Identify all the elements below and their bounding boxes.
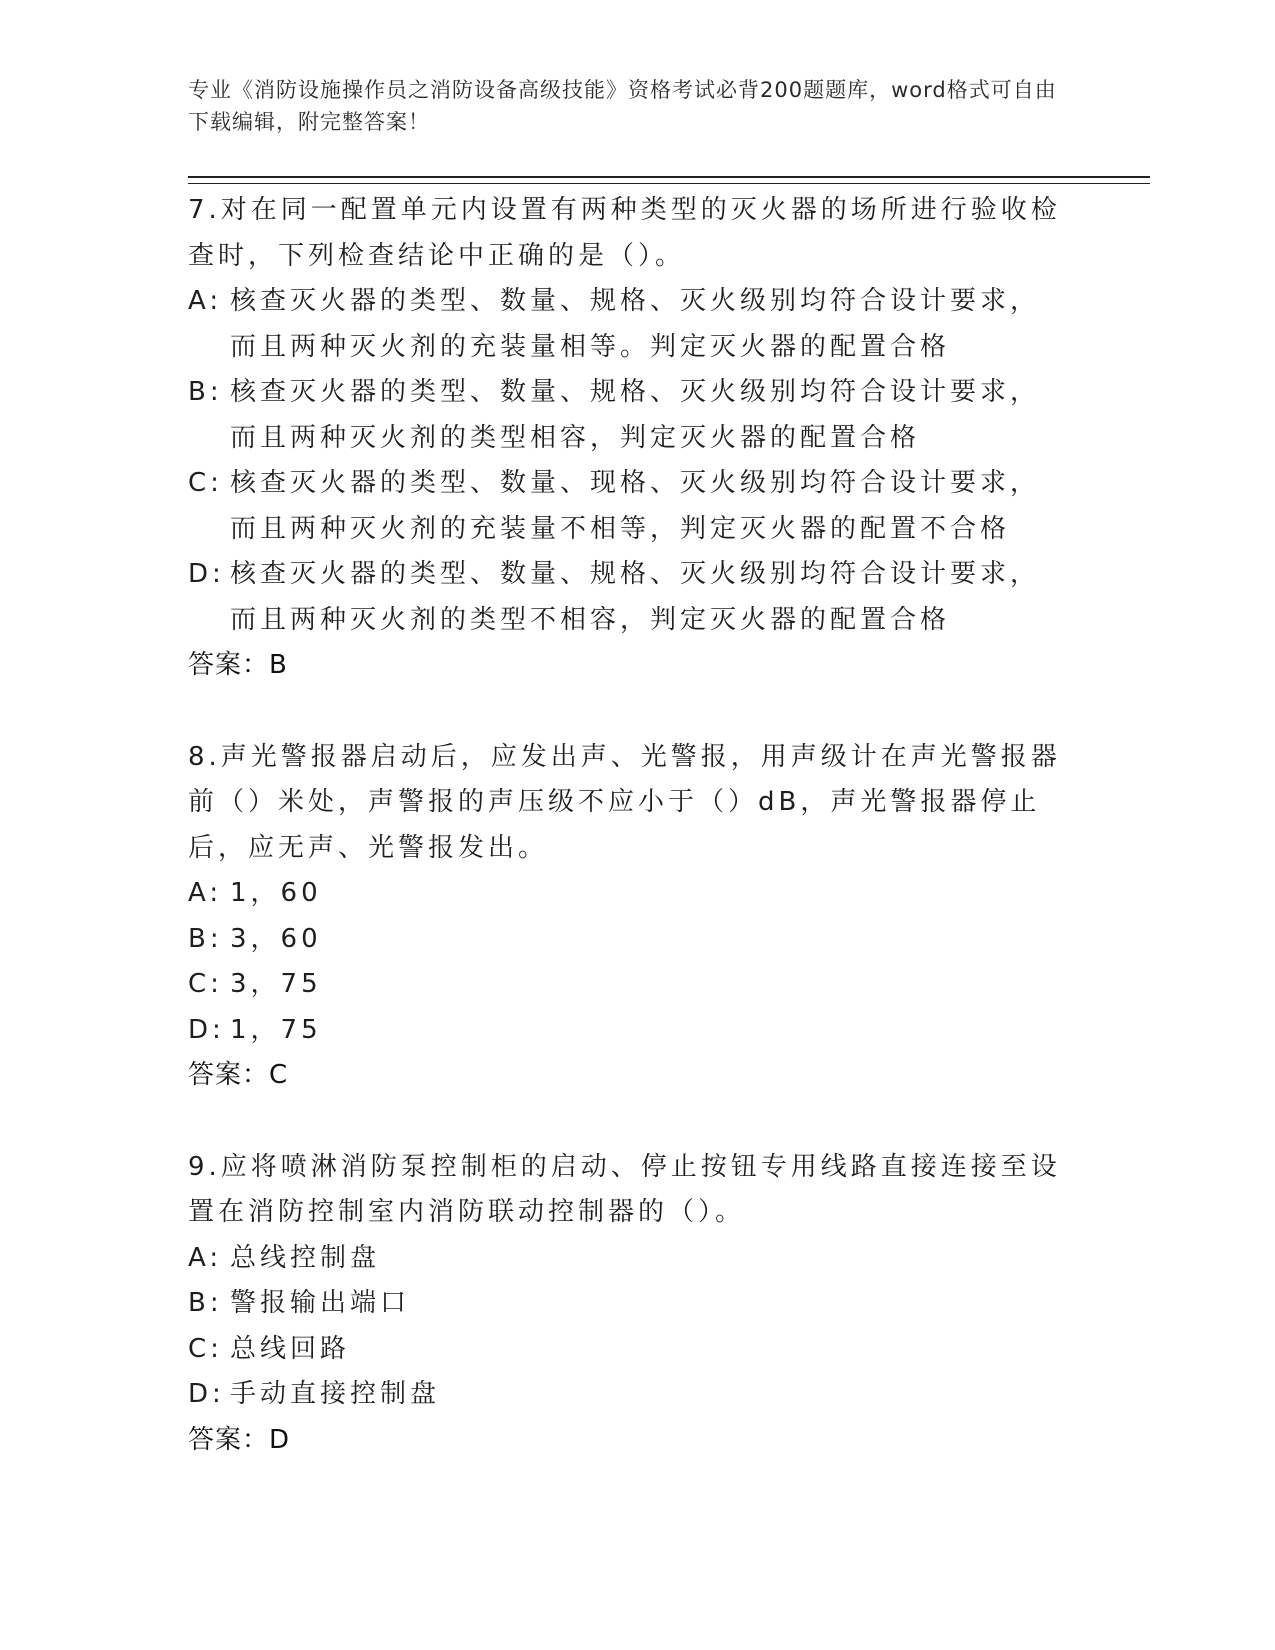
answer-line: 答案：C: [188, 1060, 289, 1090]
option-c: [188, 962, 1068, 1008]
option-text: 3，60: [230, 923, 322, 954]
option-letter: A:: [188, 878, 223, 908]
option-text: 手动直接控制盘: [230, 1379, 441, 1409]
option-a: [188, 1236, 1068, 1282]
question-7: [188, 188, 1068, 689]
option-letter: D:: [188, 559, 225, 589]
question-stem: 8.声光警报器启动后，应发出声、光警报，用声级计在声光警报器前（）米处，声警报的声压级不应小于（）dB，声光警报器停止后，应无声、光警报发出。: [188, 741, 1061, 863]
option-c: [188, 1327, 1068, 1373]
option-letter: C:: [188, 969, 223, 999]
option-c: [188, 461, 1068, 552]
option-b: [188, 1281, 1068, 1327]
question-stem: 7.对在同一配置单元内设置有两种类型的灭火器的场所进行验收检查时，下列检查结论中正确的是（）。: [188, 195, 1061, 271]
answer-line: 答案：D: [188, 1424, 291, 1455]
option-letter: D:: [188, 1379, 225, 1409]
option-d: [188, 1372, 1068, 1418]
option-letter: A:: [188, 286, 223, 316]
option-b: [188, 917, 1068, 963]
option-letter: C:: [188, 468, 223, 498]
option-text: 总线回路: [230, 1333, 351, 1364]
option-d: [188, 1008, 1068, 1054]
question-9: [188, 1145, 1068, 1464]
answer-line: 答案：B: [188, 650, 288, 680]
option-a: [188, 871, 1068, 917]
option-text: 3，75: [230, 969, 322, 999]
option-d: [188, 552, 1068, 643]
option-text: 1，75: [230, 1014, 322, 1045]
option-text: 核查灭火器的类型、数量、规格、灭火级别均符合设计要求，而且两种灭火剂的充装量相等。判定灭火器的配置合格: [230, 286, 1041, 362]
header-intro: 专业《消防设施操作员之消防设备高级技能》资格考试必背200题题库，word格式可自由下载编辑，附完整答案！: [188, 78, 1057, 134]
option-b: [188, 370, 1068, 461]
option-letter: B:: [188, 1288, 223, 1318]
option-letter: C:: [188, 1333, 223, 1364]
option-a: [188, 279, 1068, 370]
option-letter: B:: [188, 923, 223, 954]
question-8: [188, 735, 1068, 1099]
option-letter: A:: [188, 1242, 223, 1273]
question-list: [188, 188, 1068, 1509]
option-text: 核查灭火器的类型、数量、现格、灭火级别均符合设计要求，而且两种灭火剂的充装量不相等，判定灭火器的配置不合格: [230, 468, 1041, 544]
option-text: 1，60: [230, 878, 322, 908]
option-text: 总线控制盘: [230, 1242, 381, 1273]
header-divider: [188, 176, 1150, 184]
option-letter: D:: [188, 1014, 225, 1045]
option-text: 核查灭火器的类型、数量、规格、灭火级别均符合设计要求，而且两种灭火剂的类型相容，判定灭火器的配置合格: [230, 377, 1041, 453]
question-stem: 9.应将喷淋消防泵控制柜的启动、停止按钮专用线路直接连接至设置在消防控制室内消防联动控制器的（）。: [188, 1151, 1061, 1227]
option-letter: B:: [188, 377, 223, 407]
option-text: 警报输出端口: [230, 1288, 411, 1318]
option-text: 核查灭火器的类型、数量、规格、灭火级别均符合设计要求，而且两种灭火剂的类型不相容，判定灭火器的配置合格: [230, 559, 1041, 635]
page-header: [188, 74, 1068, 138]
